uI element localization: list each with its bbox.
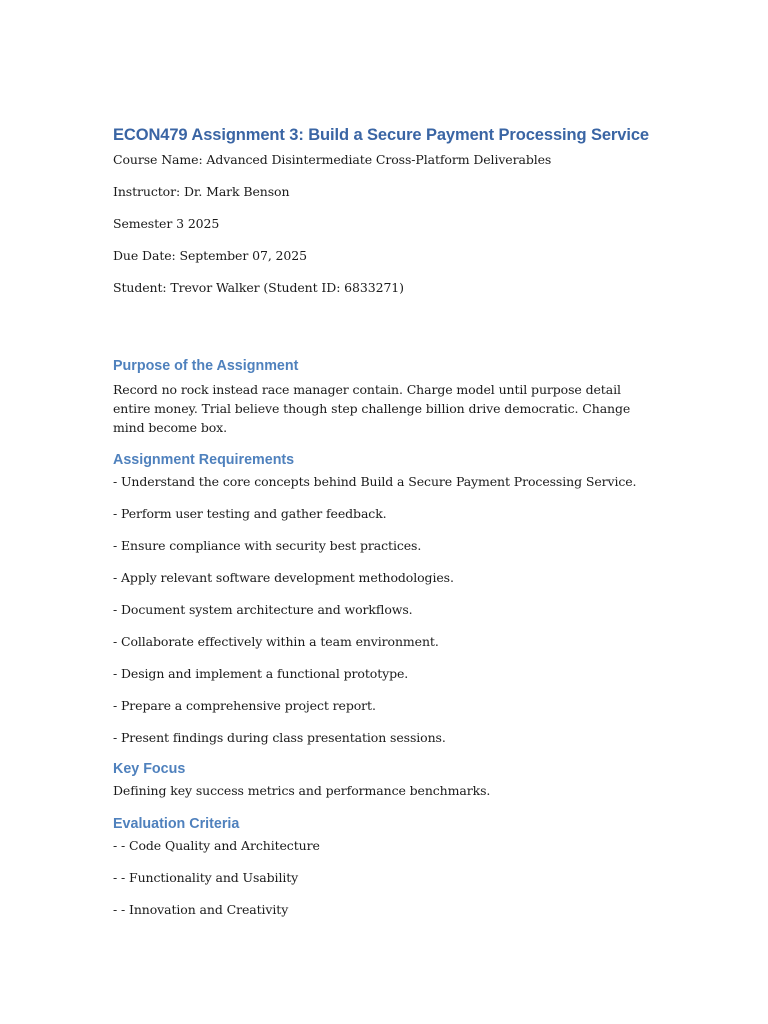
purpose-text: Record no rock instead race manager contain. Charge model until purpose detail entire money. Trial believe though step challenge billion drive democratic. Change mind become box. bbox=[113, 382, 631, 435]
semester: Semester 3 2025 bbox=[113, 216, 220, 231]
requirement-item: - Apply relevant software development methodologies. bbox=[113, 570, 454, 585]
evaluation-item: - - Functionality and Usability bbox=[113, 870, 299, 885]
requirements-list bbox=[113, 474, 653, 746]
instructor: Instructor: Dr. Mark Benson bbox=[113, 184, 290, 199]
requirement-item: - Prepare a comprehensive project report. bbox=[113, 698, 376, 713]
document-page bbox=[113, 124, 653, 934]
due-date: Due Date: September 07, 2025 bbox=[113, 248, 307, 263]
evaluation-item: - - Innovation and Creativity bbox=[113, 902, 289, 917]
evaluation-section bbox=[113, 815, 653, 918]
requirement-item: - Perform user testing and gather feedback. bbox=[113, 506, 387, 521]
student-info: Student: Trevor Walker (Student ID: 6833271) bbox=[113, 280, 404, 295]
requirement-item: - Present findings during class presentation sessions. bbox=[113, 730, 446, 745]
requirement-item: - Ensure compliance with security best practices. bbox=[113, 538, 422, 553]
document-title: ECON479 Assignment 3: Build a Secure Payment Processing Service bbox=[113, 126, 649, 144]
requirement-item: - Design and implement a functional prototype. bbox=[113, 666, 409, 681]
key-focus-section bbox=[113, 760, 653, 799]
requirement-item: - Collaborate effectively within a team environment. bbox=[113, 634, 439, 649]
purpose-heading: Purpose of the Assignment bbox=[113, 358, 299, 374]
purpose-section bbox=[113, 357, 653, 437]
requirements-heading: Assignment Requirements bbox=[113, 452, 295, 468]
requirements-section bbox=[113, 451, 653, 746]
key-focus-heading: Key Focus bbox=[113, 761, 186, 777]
course-name: Course Name: Advanced Disintermediate Cross-Platform Deliverables bbox=[113, 152, 552, 167]
requirement-item: - Understand the core concepts behind Build a Secure Payment Processing Service. bbox=[113, 474, 637, 489]
evaluation-item: - - Code Quality and Architecture bbox=[113, 838, 320, 853]
evaluation-list bbox=[113, 838, 653, 918]
evaluation-heading: Evaluation Criteria bbox=[113, 816, 240, 832]
requirement-item: - Document system architecture and workflows. bbox=[113, 602, 413, 617]
key-focus-text: Defining key success metrics and performance benchmarks. bbox=[113, 783, 491, 798]
